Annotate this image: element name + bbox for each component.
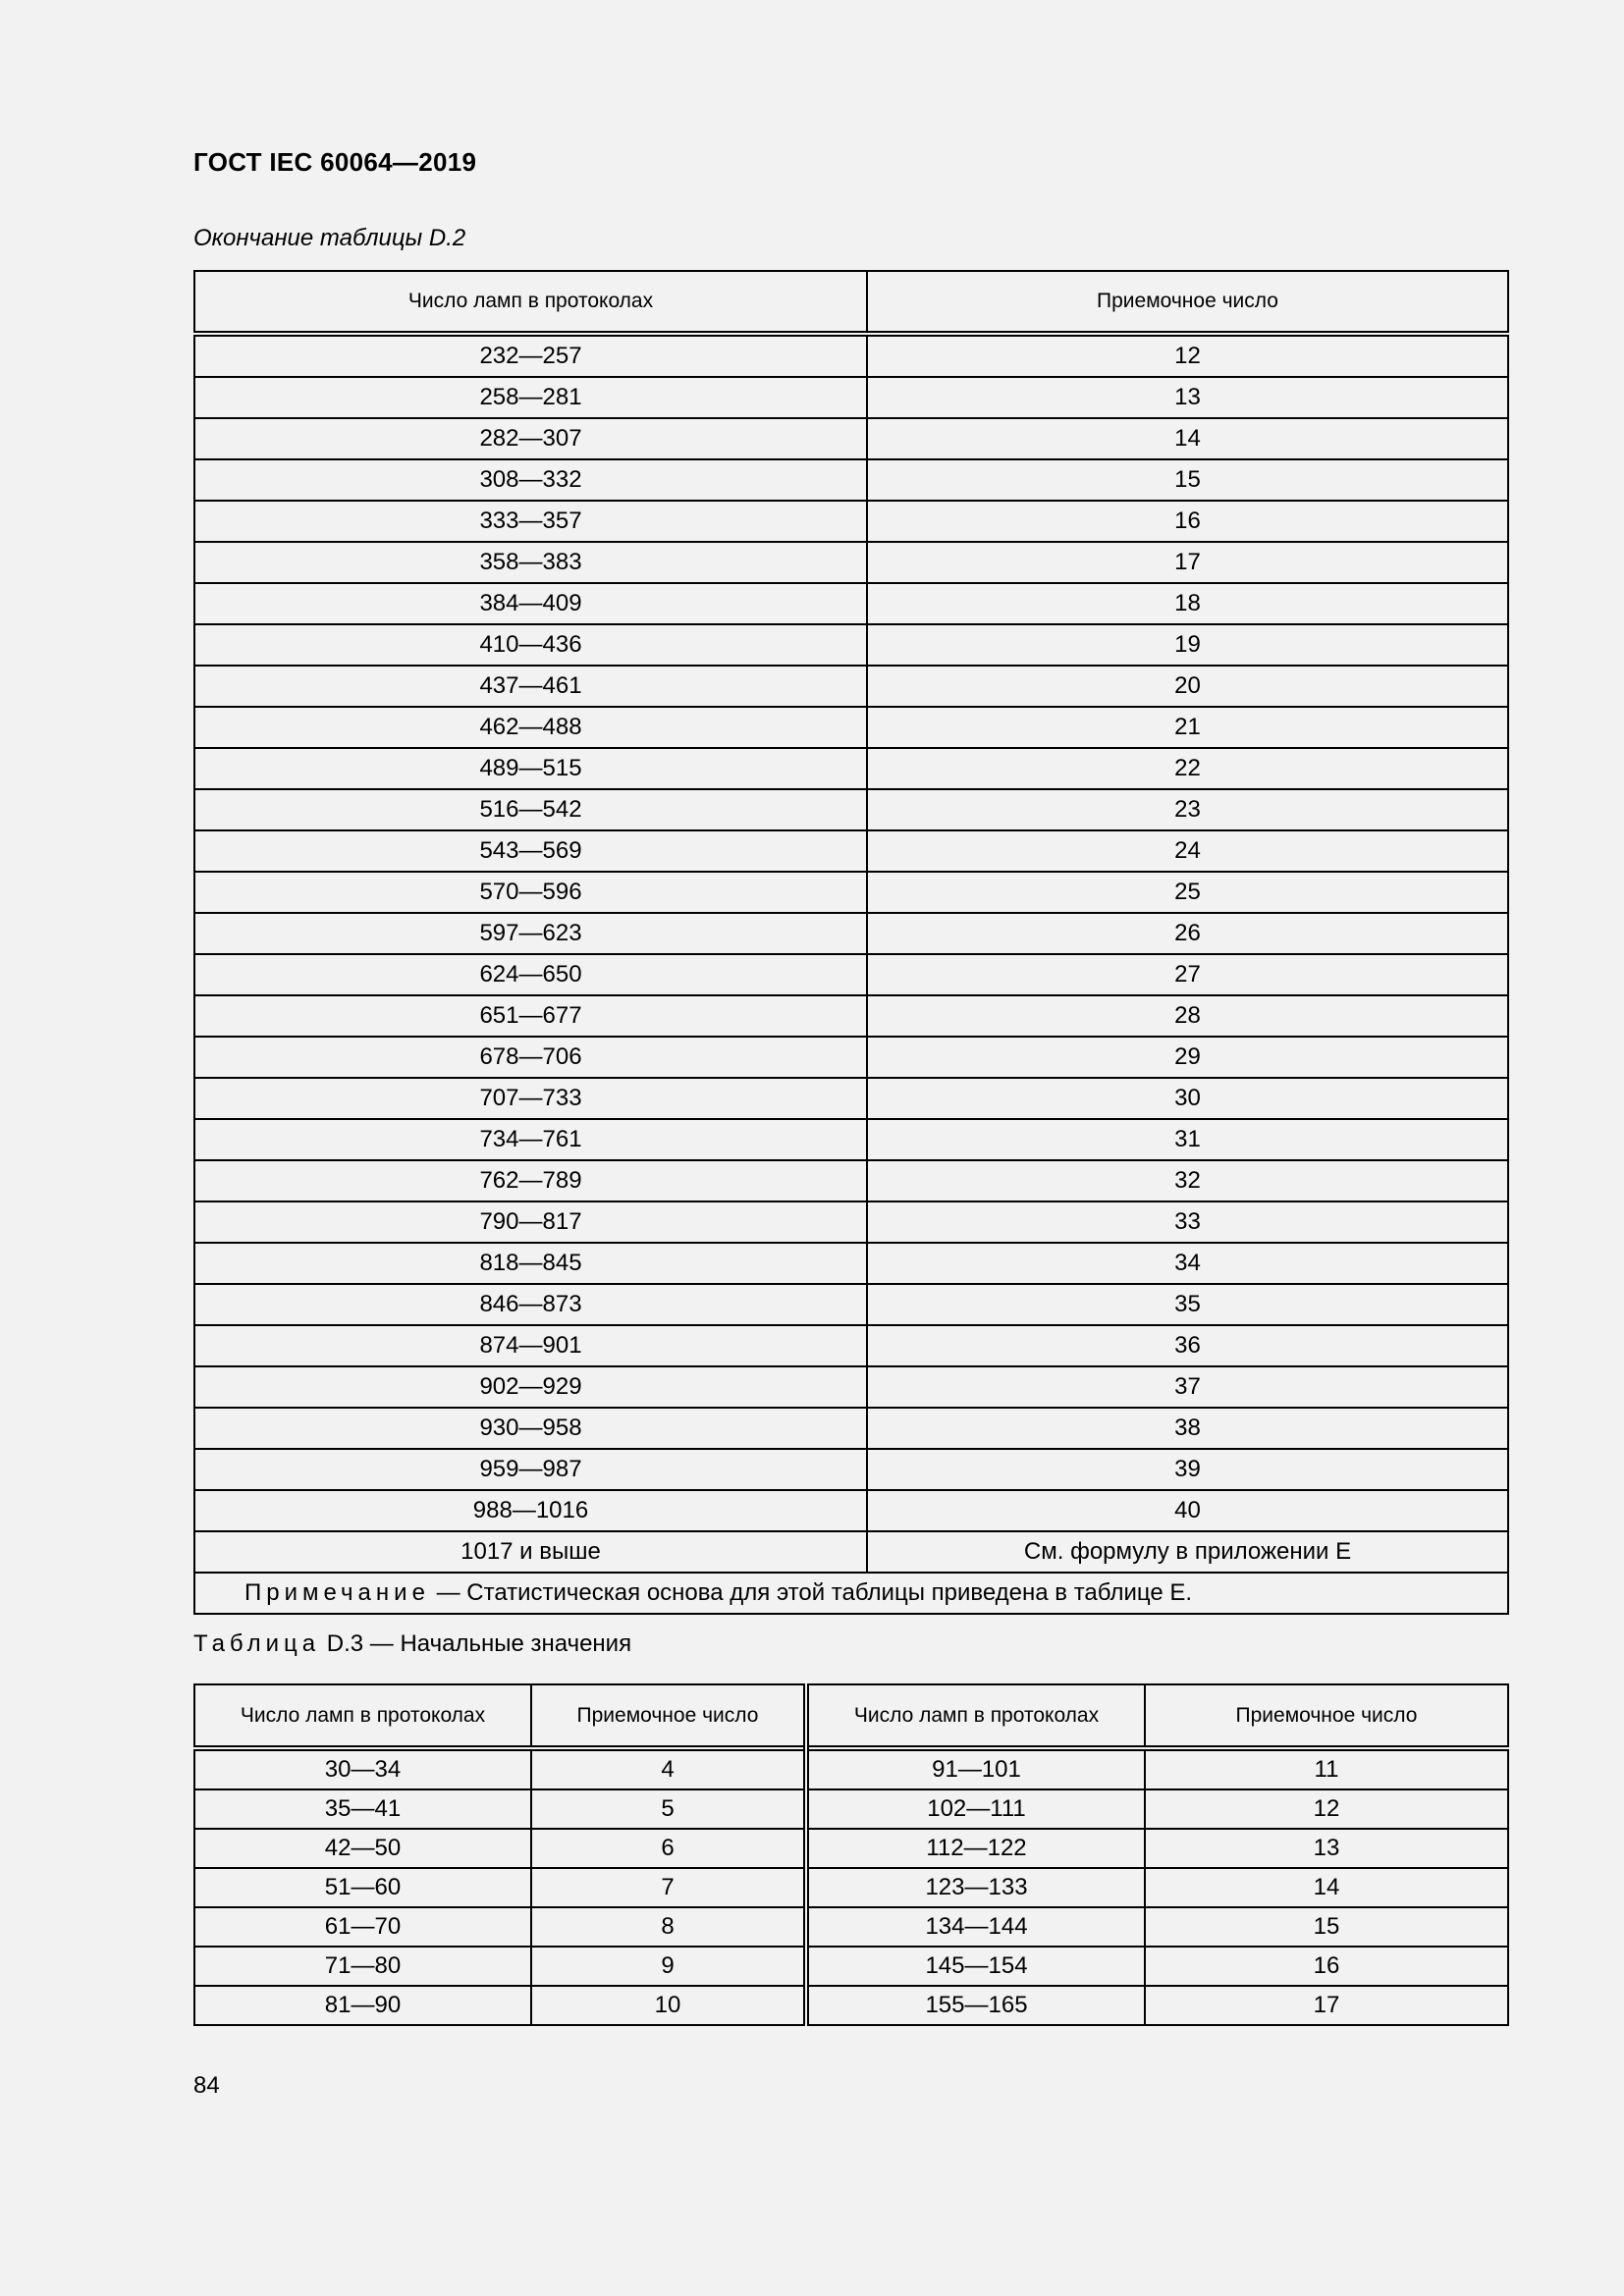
table-row: [194, 995, 1508, 1037]
table-row: [194, 748, 1508, 789]
lamp-count-cell: 437—461: [194, 666, 867, 707]
lamp-count-cell: 790—817: [194, 1201, 867, 1243]
note-text: — Статистическая основа для этой таблицы приведена в таблице Е.: [429, 1579, 1193, 1606]
acceptance-number-cell: 9: [531, 1947, 806, 1986]
lamp-count-cell: 384—409: [194, 583, 867, 624]
acceptance-number-cell: 10: [531, 1986, 806, 2025]
acceptance-number-cell: 25: [867, 872, 1508, 913]
lamp-count-cell: 282—307: [194, 418, 867, 459]
acceptance-number-cell: 4: [531, 1748, 806, 1789]
lamp-count-cell: 145—154: [806, 1947, 1145, 1986]
lamp-count-cell: 333—357: [194, 501, 867, 542]
column-header-lamps: Число ламп в протоколах: [194, 271, 867, 334]
lamp-count-cell: 358—383: [194, 542, 867, 583]
table-row: [194, 789, 1508, 830]
table-row: [194, 1119, 1508, 1160]
table-row: [194, 1284, 1508, 1325]
acceptance-number-cell: 15: [1145, 1907, 1508, 1947]
acceptance-number-cell: 36: [867, 1325, 1508, 1366]
table-row: [194, 1366, 1508, 1408]
table-row: [194, 1947, 1508, 1986]
lamp-count-cell: 959—987: [194, 1449, 867, 1490]
initial-values-table-d3: [193, 1683, 1509, 2026]
table-row: [194, 583, 1508, 624]
table-note-row: [194, 1573, 1508, 1614]
acceptance-number-cell: 30: [867, 1078, 1508, 1119]
acceptance-number-cell: 13: [1145, 1829, 1508, 1868]
table-row: [194, 1078, 1508, 1119]
column-header-acceptance: Приемочное число: [1145, 1684, 1508, 1748]
lamp-count-cell: 624—650: [194, 954, 867, 995]
table-row: [194, 666, 1508, 707]
note-label: Примечание: [244, 1579, 430, 1606]
lamp-count-cell: 134—144: [806, 1907, 1145, 1947]
lamp-count-cell: 71—80: [194, 1947, 531, 1986]
lamp-count-cell: 112—122: [806, 1829, 1145, 1868]
lamp-count-cell: 61—70: [194, 1907, 531, 1947]
table-body: [194, 1748, 1508, 2025]
lamp-count-cell: 762—789: [194, 1160, 867, 1201]
caption-text: D.3 — Начальные значения: [320, 1630, 632, 1657]
table-header-row: [194, 271, 1508, 334]
table-row: [194, 1449, 1508, 1490]
acceptance-number-cell: 38: [867, 1408, 1508, 1449]
lamp-count-cell: 232—257: [194, 334, 867, 377]
table-row: [194, 1531, 1508, 1573]
lamp-count-cell: 570—596: [194, 872, 867, 913]
table-row: [194, 1986, 1508, 2025]
acceptance-number-cell: 21: [867, 707, 1508, 748]
column-header-acceptance: Приемочное число: [531, 1684, 806, 1748]
table-row: [194, 334, 1508, 377]
acceptance-table-d2: [193, 270, 1509, 1615]
acceptance-number-cell: 17: [1145, 1986, 1508, 2025]
table-row: [194, 377, 1508, 418]
table-row: [194, 1037, 1508, 1078]
lamp-count-cell: 597—623: [194, 913, 867, 954]
lamp-count-cell: 846—873: [194, 1284, 867, 1325]
lamp-count-cell: 102—111: [806, 1789, 1145, 1829]
table-row: [194, 1243, 1508, 1284]
acceptance-number-cell: 37: [867, 1366, 1508, 1408]
acceptance-number-cell: 26: [867, 913, 1508, 954]
lamp-count-cell: 516—542: [194, 789, 867, 830]
acceptance-number-cell: 14: [867, 418, 1508, 459]
column-header-lamps: Число ламп в протоколах: [194, 1684, 531, 1748]
acceptance-number-cell: 8: [531, 1907, 806, 1947]
acceptance-number-cell: 23: [867, 789, 1508, 830]
table-row: [194, 1829, 1508, 1868]
acceptance-number-cell: 29: [867, 1037, 1508, 1078]
acceptance-number-cell: 32: [867, 1160, 1508, 1201]
lamp-count-cell: 155—165: [806, 1986, 1145, 2025]
table-row: [194, 913, 1508, 954]
acceptance-number-cell: 13: [867, 377, 1508, 418]
table-row: [194, 418, 1508, 459]
lamp-count-cell: 489—515: [194, 748, 867, 789]
table-row: [194, 459, 1508, 501]
table-continuation-title: Окончание таблицы D.2: [193, 225, 466, 251]
acceptance-number-cell: 7: [531, 1868, 806, 1907]
acceptance-number-cell: 6: [531, 1829, 806, 1868]
acceptance-number-cell: 34: [867, 1243, 1508, 1284]
lamp-count-cell: 462—488: [194, 707, 867, 748]
acceptance-number-cell: 27: [867, 954, 1508, 995]
lamp-count-cell: 707—733: [194, 1078, 867, 1119]
column-header-acceptance: Приемочное число: [867, 271, 1508, 334]
table-header-row: [194, 1684, 1508, 1748]
lamp-count-cell: 308—332: [194, 459, 867, 501]
page-number: 84: [193, 2072, 220, 2099]
table-row: [194, 1907, 1508, 1947]
lamp-count-cell: 30—34: [194, 1748, 531, 1789]
lamp-count-cell: 258—281: [194, 377, 867, 418]
table-body: [194, 334, 1508, 1573]
lamp-count-cell: 410—436: [194, 624, 867, 666]
acceptance-number-cell: 22: [867, 748, 1508, 789]
table-row: [194, 1490, 1508, 1531]
table-d3-caption: [193, 1630, 631, 1658]
table-row: [194, 1748, 1508, 1789]
lamp-count-cell: 902—929: [194, 1366, 867, 1408]
document-header: ГОСТ IEC 60064—2019: [193, 147, 477, 177]
lamp-count-cell: 1017 и выше: [194, 1531, 867, 1573]
table-row: [194, 1201, 1508, 1243]
table-row: [194, 624, 1508, 666]
acceptance-number-cell: 39: [867, 1449, 1508, 1490]
lamp-count-cell: 651—677: [194, 995, 867, 1037]
lamp-count-cell: 42—50: [194, 1829, 531, 1868]
acceptance-number-cell: 19: [867, 624, 1508, 666]
column-header-lamps: Число ламп в протоколах: [806, 1684, 1145, 1748]
table-row: [194, 542, 1508, 583]
caption-label: Таблица: [193, 1630, 321, 1657]
table-row: [194, 872, 1508, 913]
table-row: [194, 501, 1508, 542]
acceptance-number-cell: 17: [867, 542, 1508, 583]
acceptance-number-cell: 12: [867, 334, 1508, 377]
lamp-count-cell: 818—845: [194, 1243, 867, 1284]
acceptance-number-cell: 24: [867, 830, 1508, 872]
acceptance-number-cell: 15: [867, 459, 1508, 501]
table-row: [194, 1408, 1508, 1449]
acceptance-number-cell: 33: [867, 1201, 1508, 1243]
lamp-count-cell: 988—1016: [194, 1490, 867, 1531]
acceptance-number-cell: 20: [867, 666, 1508, 707]
table-row: [194, 707, 1508, 748]
lamp-count-cell: 51—60: [194, 1868, 531, 1907]
acceptance-number-cell: 14: [1145, 1868, 1508, 1907]
lamp-count-cell: 35—41: [194, 1789, 531, 1829]
acceptance-number-cell: 16: [1145, 1947, 1508, 1986]
acceptance-number-cell: 18: [867, 583, 1508, 624]
table-row: [194, 1868, 1508, 1907]
lamp-count-cell: 874—901: [194, 1325, 867, 1366]
lamp-count-cell: 543—569: [194, 830, 867, 872]
acceptance-number-cell: 16: [867, 501, 1508, 542]
table-row: [194, 954, 1508, 995]
acceptance-number-cell: 5: [531, 1789, 806, 1829]
acceptance-number-cell: 28: [867, 995, 1508, 1037]
lamp-count-cell: 81—90: [194, 1986, 531, 2025]
lamp-count-cell: 734—761: [194, 1119, 867, 1160]
table-row: [194, 1160, 1508, 1201]
lamp-count-cell: 678—706: [194, 1037, 867, 1078]
acceptance-number-cell: См. формулу в приложении Е: [867, 1531, 1508, 1573]
acceptance-number-cell: 11: [1145, 1748, 1508, 1789]
acceptance-number-cell: 12: [1145, 1789, 1508, 1829]
table-row: [194, 830, 1508, 872]
table-row: [194, 1325, 1508, 1366]
lamp-count-cell: 91—101: [806, 1748, 1145, 1789]
lamp-count-cell: 123—133: [806, 1868, 1145, 1907]
table-row: [194, 1789, 1508, 1829]
lamp-count-cell: 930—958: [194, 1408, 867, 1449]
acceptance-number-cell: 35: [867, 1284, 1508, 1325]
acceptance-number-cell: 31: [867, 1119, 1508, 1160]
table-note: [194, 1573, 1508, 1614]
acceptance-number-cell: 40: [867, 1490, 1508, 1531]
